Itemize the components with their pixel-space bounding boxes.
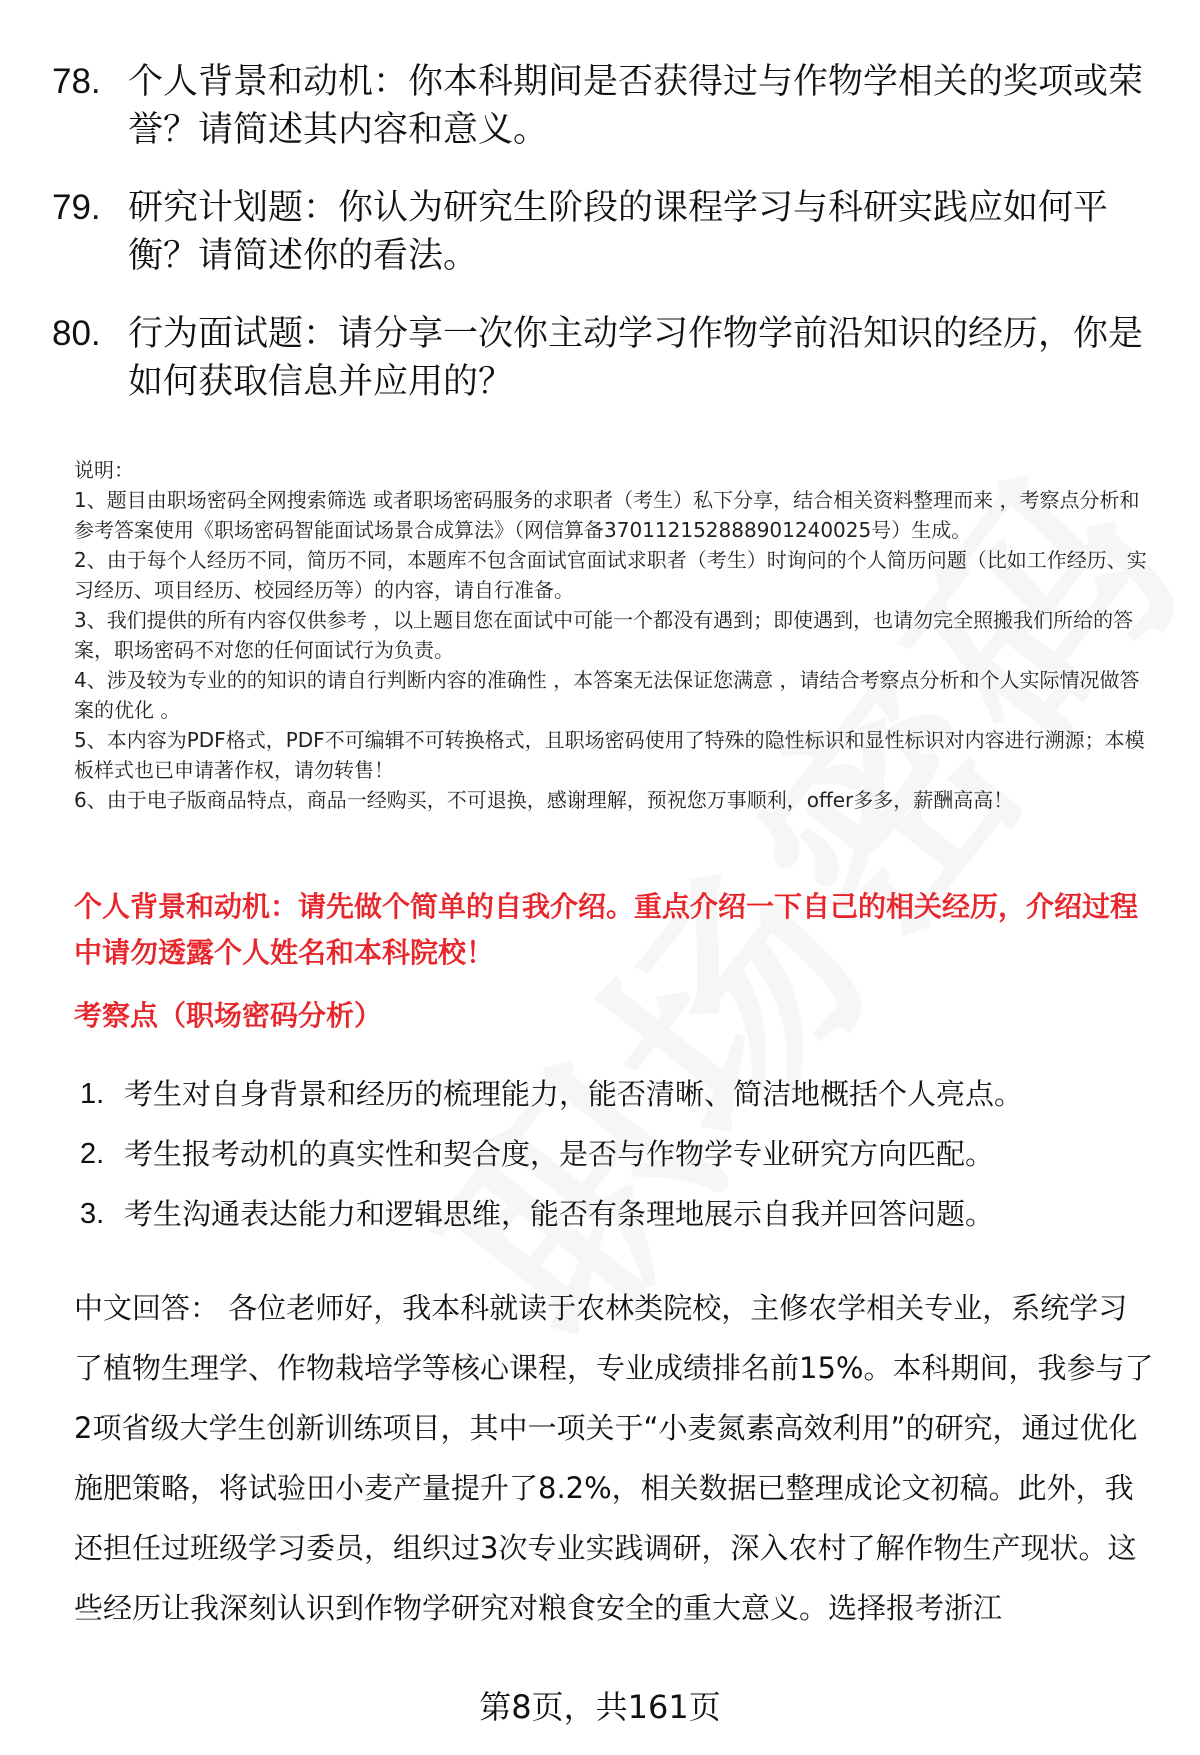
point-number: 3. bbox=[80, 1198, 105, 1230]
analysis-point bbox=[80, 1074, 1160, 1114]
question-text: 个人背景和动机：你本科期间是否获得过与作物学相关的奖项或荣誉？请简述其内容和意义。 bbox=[128, 62, 1144, 150]
question-item bbox=[52, 184, 1152, 280]
notes-title: 说明： bbox=[74, 458, 134, 482]
analysis-point bbox=[80, 1134, 1160, 1174]
question-number: 79. bbox=[52, 188, 101, 227]
analysis-point-list bbox=[80, 1074, 1160, 1254]
analysis-heading: 考察点（职场密码分析） bbox=[74, 999, 383, 1032]
note-item: 6、由于电子版商品特点，商品一经购买，不可退换，感谢理解，预祝您万事顺利，offer多多，薪酬高高！ bbox=[74, 788, 1014, 812]
note-item: 1、题目由职场密码全网搜索筛选 或者职场密码服务的求职者（考生）私下分享，结合相关资料整理而来 ，考察点分析和参考答案使用《职场密码智能面试场景合成算法》（网信算备370112152888901240025号）生成。 bbox=[74, 488, 1140, 542]
current-question-title: 个人背景和动机：请先做个简单的自我介绍。重点介绍一下自己的相关经历，介绍过程中请勿透露个人姓名和本科院校！ bbox=[74, 890, 1139, 969]
question-item bbox=[52, 310, 1152, 406]
analysis-point bbox=[80, 1194, 1160, 1234]
answer-paragraph: 中文回答： 各位老师好，我本科就读于农林类院校，主修农学相关专业，系统学习了植物生理学、作物栽培学等核心课程，专业成绩排名前15%。本科期间，我参与了2项省级大学生创新训练项目，其中一项关于“小麦氮素高效利用”的研究，通过优化施肥策略，将试验田小麦产量提升了8.2%，相关数据已整理成论文初稿。此外，我还担任过班级学习委员，组织过3次专业实践调研，深入农村了解作物生产现状。这些经历让我深刻认识到作物学研究对粮食安全的重大意义。选择报考浙江 bbox=[74, 1291, 1154, 1625]
note-item: 4、涉及较为专业的的知识的请自行判断内容的准确性 ，本答案无法保证您满意 ，请结合考察点分析和个人实际情况做答案的优化 。 bbox=[74, 668, 1140, 722]
point-text: 考生对自身背景和经历的梳理能力，能否清晰、简洁地概括个人亮点。 bbox=[124, 1077, 1024, 1111]
question-item bbox=[52, 58, 1152, 154]
page-footer: 第8页，共161页 bbox=[479, 1688, 721, 1726]
question-number: 80. bbox=[52, 314, 101, 353]
note-item: 5、本内容为PDF格式，PDF不可编辑不可转换格式，且职场密码使用了特殊的隐性标识和显性标识对内容进行溯源；本模板样式也已申请著作权，请勿转售！ bbox=[74, 728, 1145, 782]
point-number: 1. bbox=[80, 1078, 105, 1110]
question-list bbox=[52, 58, 1152, 436]
notes-section bbox=[74, 455, 1154, 815]
question-number: 78. bbox=[52, 62, 101, 101]
point-number: 2. bbox=[80, 1138, 105, 1170]
note-item: 2、由于每个人经历不同，简历不同，本题库不包含面试官面试求职者（考生）时询问的个人简历问题（比如工作经历、实习经历、项目经历、校园经历等）的内容，请自行准备。 bbox=[74, 548, 1147, 602]
point-text: 考生报考动机的真实性和契合度，是否与作物学专业研究方向匹配。 bbox=[124, 1137, 995, 1171]
note-item: 3、我们提供的所有内容仅供参考 ，以上题目您在面试中可能一个都没有遇到；即使遇到，也请勿完全照搬我们所给的答案，职场密码不对您的任何面试行为负责。 bbox=[74, 608, 1134, 662]
question-text: 行为面试题：请分享一次你主动学习作物学前沿知识的经历，你是如何获取信息并应用的？ bbox=[128, 314, 1144, 402]
point-text: 考生沟通表达能力和逻辑思维，能否有条理地展示自我并回答问题。 bbox=[124, 1197, 995, 1231]
question-text: 研究计划题：你认为研究生阶段的课程学习与科研实践应如何平衡？请简述你的看法。 bbox=[128, 188, 1109, 276]
